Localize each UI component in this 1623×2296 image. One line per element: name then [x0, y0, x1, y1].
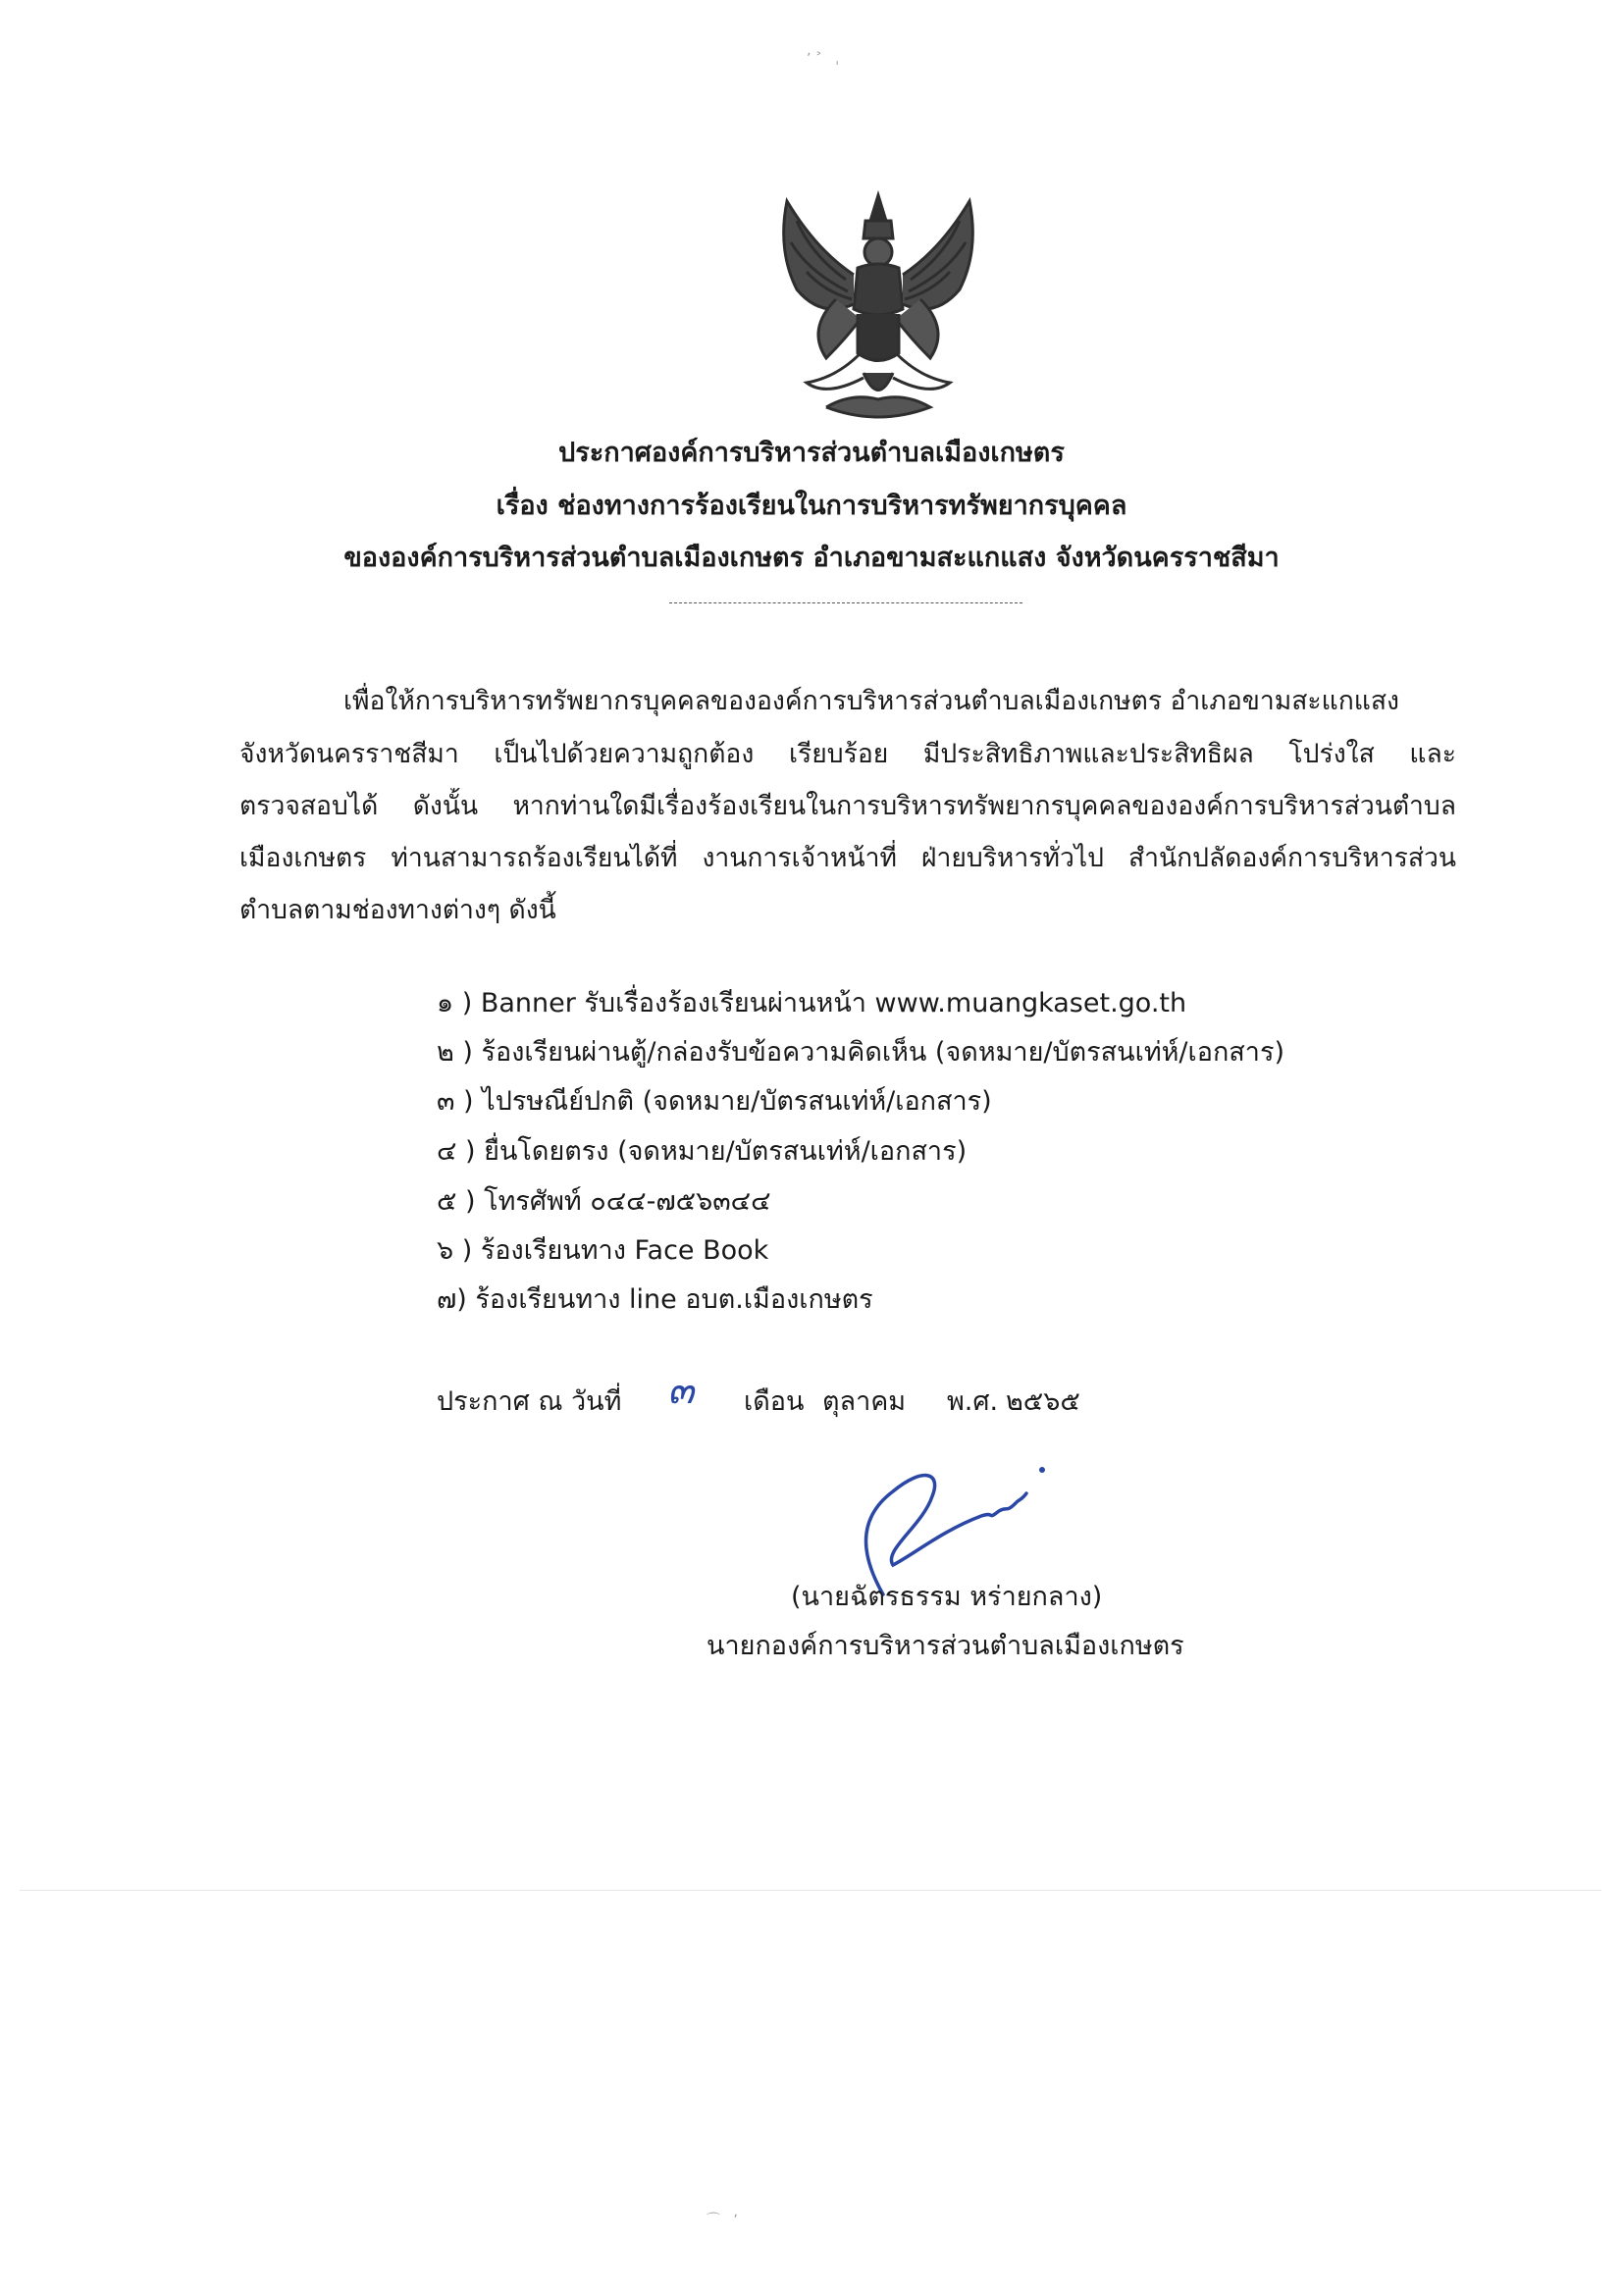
scan-mark-bottom: ⌒ ʼ	[707, 2213, 738, 2228]
title-separator	[669, 602, 1022, 603]
list-item-2: ๒ ) ร้องเรียนผ่านตู้/กล่องรับข้อความคิดเห็น (จดหมาย/บัตรสนเท่ห์/เอกสาร)	[437, 1037, 1284, 1068]
body-line-5: ตำบลตามช่องทางต่างๆ ดังนี้	[239, 895, 556, 925]
body-line-3: ตรวจสอบได้ ดังนั้น หากท่านใดมีเรื่องร้องเรียนในการบริหารทรัพยากรบุคคลขององค์การบริหารส่วนตำบล	[239, 791, 1456, 821]
announce-month-label: เดือน	[744, 1386, 805, 1417]
announce-month: ตุลาคม	[822, 1386, 907, 1417]
list-item-1: ๑ ) Banner รับเรื่องร้องเรียนผ่านหน้า www.muangkaset.go.th	[437, 988, 1187, 1018]
list-item-5: ๕ ) โทรศัพท์ ๐๔๔-๗๕๖๓๔๔	[437, 1186, 771, 1217]
announce-prefix: ประกาศ ณ วันที่	[437, 1386, 622, 1417]
signatory-name: (นายฉัตรธรรม หร่ายกลาง)	[791, 1582, 1103, 1612]
announce-year: ๒๕๖๕	[1006, 1386, 1080, 1417]
page-rule	[20, 1890, 1601, 1891]
title-line-1: ประกาศองค์การบริหารส่วนตำบลเมืองเกษตร	[558, 438, 1065, 468]
title-line-2: เรื่อง ช่องทางการร้องเรียนในการบริหารทรัพยากรบุคคล	[496, 491, 1127, 521]
list-item-4: ๔ ) ยื่นโดยตรง (จดหมาย/บัตรสนเท่ห์/เอกสาร)	[437, 1136, 968, 1167]
signature	[824, 1452, 1079, 1599]
body-line-2: จังหวัดนครราชสีมา เป็นไปด้วยความถูกต้อง เรียบร้อย มีประสิทธิภาพและประสิทธิผล โปร่งใส และ	[239, 739, 1456, 769]
body-line-4: เมืองเกษตร ท่านสามารถร้องเรียนได้ที่ งานการเจ้าหน้าที่ ฝ่ายบริหารทั่วไป สำนักปลัดองค์การบริหารส่วน	[239, 843, 1456, 873]
garuda-emblem	[767, 182, 989, 427]
announce-year-label: พ.ศ.	[947, 1386, 999, 1417]
scan-mark-top: ʼ ˃ ˌ	[807, 51, 840, 67]
list-item-6: ๖ ) ร้องเรียนทาง Face Book	[437, 1235, 769, 1266]
list-item-3: ๓ ) ไปรษณีย์ปกติ (จดหมาย/บัตรสนเท่ห์/เอกสาร)	[437, 1086, 992, 1117]
signatory-position: นายกองค์การบริหารส่วนตำบลเมืองเกษตร	[707, 1631, 1184, 1661]
announce-day: ๓	[667, 1368, 695, 1413]
list-item-7: ๗) ร้องเรียนทาง line อบต.เมืองเกษตร	[437, 1284, 873, 1315]
body-line-1: เพื่อให้การบริหารทรัพยากรบุคคลขององค์การบริหารส่วนตำบลเมืองเกษตร อำเภอขามสะแกแสง	[343, 686, 1399, 716]
title-line-3: ขององค์การบริหารส่วนตำบลเมืองเกษตร อำเภอขามสะแกแสง จังหวัดนครราชสีมา	[343, 543, 1280, 573]
